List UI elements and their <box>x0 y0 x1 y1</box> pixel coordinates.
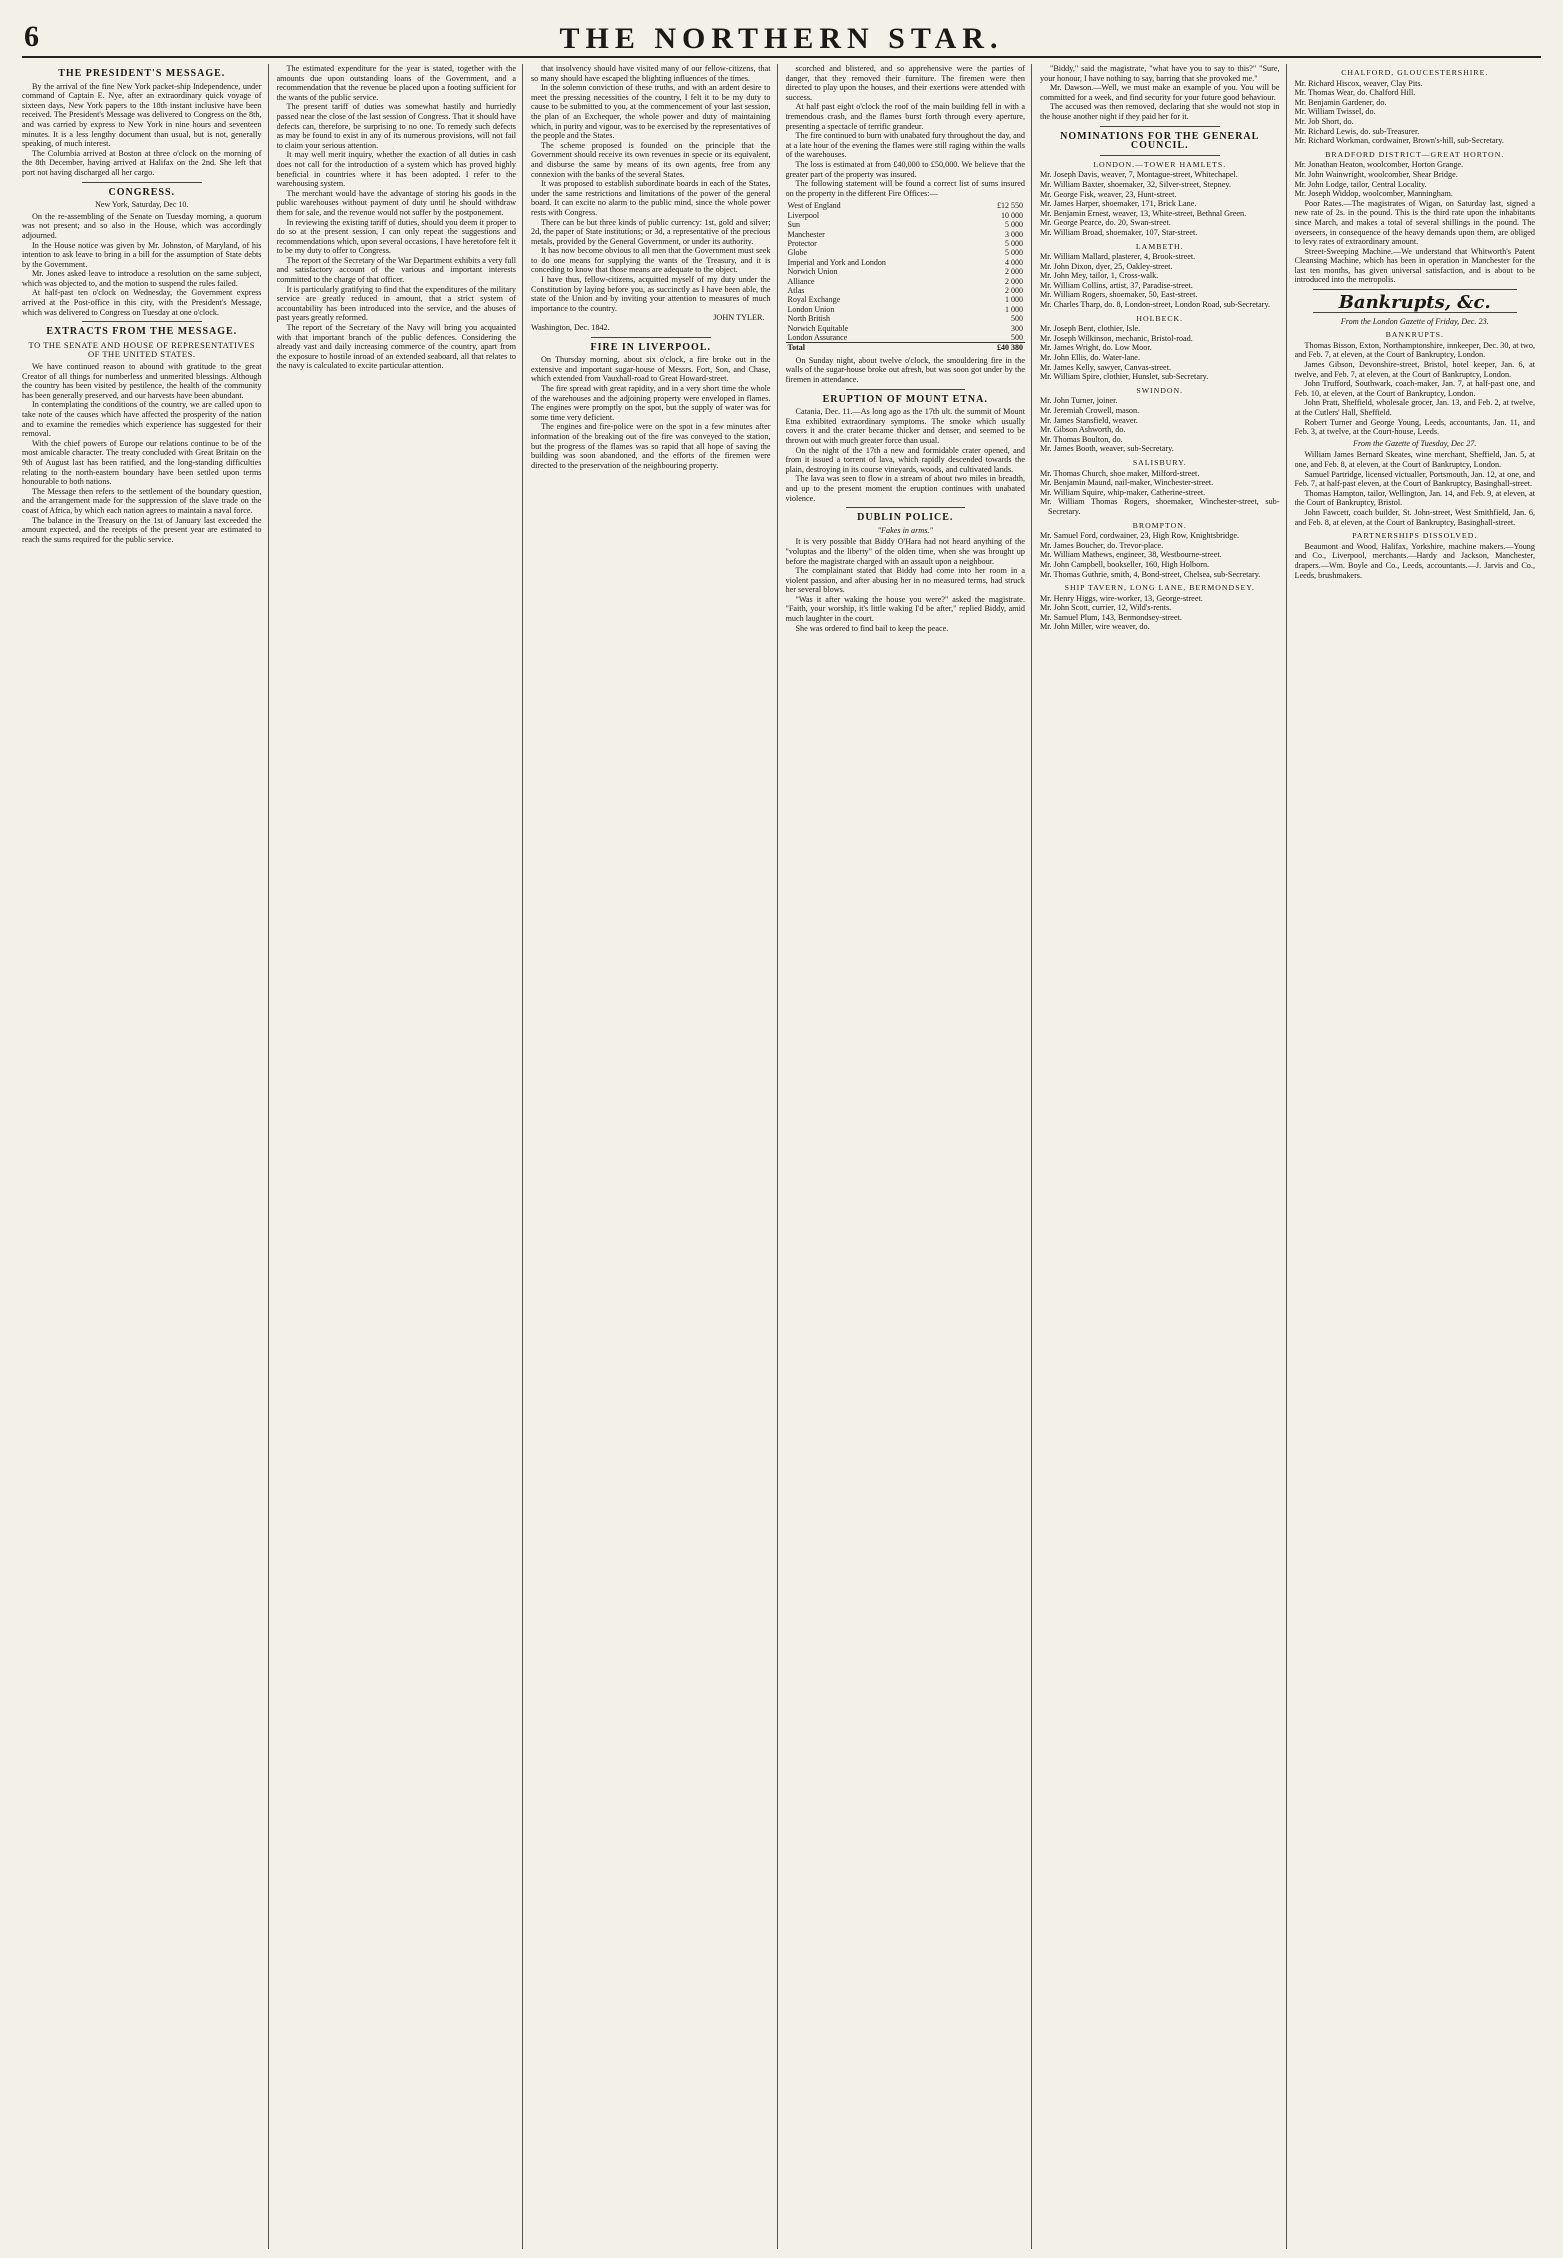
paragraph: In contemplating the conditions of the country, we are called upon to take note of the causes which have affected the prosperity of the nation and to examine the remedies which experience has suggested for their removal. <box>22 400 262 439</box>
insurance-row <box>786 267 1026 276</box>
paragraph: "Biddy," said the magistrate, "what have you to say to this?" "Sure, your honour, I have nothing to say, barring that she provoked me." <box>1040 64 1280 83</box>
columns <box>22 64 1541 2249</box>
paragraph: The merchant would have the advantage of storing his goods in the public warehouses without payment of duty until he should withdraw them for sale, and the revenue would not suffer by the postponement. <box>276 188 516 217</box>
divider <box>846 389 966 390</box>
nominee-entry: Mr. John Ellis, do. Water-lane. <box>1040 353 1140 363</box>
nominee-entry: Mr. John Lodge, tailor, Central Locality. <box>1294 179 1427 189</box>
divider <box>82 321 202 322</box>
paragraph: Mr. Dawson.—Well, we must make an example of you. You will be committed for a week, and find security for your future good behaviour. <box>1040 83 1280 102</box>
insurance-office-amount: 10 000 <box>1001 210 1023 220</box>
nominee-entry: Mr. Joseph Davis, weaver, 7, Montague-street, Whitechapel. <box>1040 170 1238 180</box>
partnerships-heading: PARTNERSHIPS DISSOLVED. <box>1352 531 1478 541</box>
insurance-office-name: Sun <box>787 220 800 230</box>
insurance-office-amount: 300 <box>1011 323 1023 333</box>
nominee-entry: Mr. Joseph Bent, clothier, Isle. <box>1040 324 1141 334</box>
paragraph: On Sunday night, about twelve o'clock, the smouldering fire in the walls of the sugar-house broke out afresh, but was soon got under by the firemen in attendance. <box>785 355 1025 384</box>
insurance-table <box>786 201 1026 353</box>
district-name: CHALFORD, GLOUCESTERSHIRE. <box>1341 68 1489 77</box>
insurance-office-amount: 3 000 <box>1005 229 1023 239</box>
paragraph: She was ordered to find bail to keep the peace. <box>795 623 949 633</box>
insurance-office-amount: £12 550 <box>997 201 1023 211</box>
insurance-row <box>786 305 1026 314</box>
bankrupt-entry: Samuel Partridge, licensed victualler, Portsmouth, Jan. 12, at one, and Feb. 7, at half-past eleven, at the Court of Bankruptcy, Basinghall-street. <box>1294 469 1535 489</box>
congress-dateline: New York, Saturday, Dec 10. <box>95 200 189 210</box>
divider <box>1313 289 1518 290</box>
insurance-office-name: Protector <box>787 238 817 248</box>
nominee-entry: Mr. Richard Hiscox, weaver, Clay Pits. <box>1294 78 1423 88</box>
insurance-office-name: Imperial and York and London <box>787 257 886 267</box>
signature-place: Washington, Dec. 1842. <box>531 323 610 333</box>
nominee-entry: Mr. John Campbell, bookseller, 160, High Holborn. <box>1040 559 1210 569</box>
presidents-message-heading: THE PRESIDENT'S MESSAGE. <box>58 68 226 79</box>
insurance-office-amount: 1 000 <box>1005 295 1023 305</box>
paragraph: It has now become obvious to all men that the Government must seek to do one means for supplying the wants of the Treasury, and it is conceding to know that those means are adequate to the object. <box>531 246 771 275</box>
district-name: SALISBURY. <box>1132 457 1187 467</box>
street-sweeping-paragraph: Street-Sweeping Machine.—We understand that Whitworth's Patent Cleansing Machine, which has been in operation in Manchester for the last ten months, has given universal satisfaction, and is about to be introduced into the metropolis. <box>1294 246 1535 285</box>
extracts-heading: EXTRACTS FROM THE MESSAGE. <box>46 326 238 338</box>
nominee-entry: Mr. Samuel Plum, 143, Bermondsey-street. <box>1040 612 1182 622</box>
column-3 <box>531 64 778 2249</box>
nominee-entry: Mr. Benjamin Ernest, weaver, 13, White-street, Bethnal Green. <box>1040 208 1247 218</box>
gazette-tuesday-heading: From the Gazette of Tuesday, Dec 27. <box>1353 438 1477 448</box>
insurance-total-value: £40 380 <box>971 343 1025 353</box>
insurance-office-amount: 5 000 <box>1005 220 1023 230</box>
nominee-entry: Mr. Jonathan Heaton, woolcomber, Horton Grange. <box>1294 160 1464 170</box>
gazette-friday-heading: From the London Gazette of Friday, Dec. 23. <box>1340 316 1489 326</box>
district-name: BRADFORD DISTRICT—GREAT HORTON. <box>1325 149 1505 159</box>
paragraph: The estimated expenditure for the year is stated, together with the amounts due upon outstanding loans of the Government, and a recommendation that the revenue be placed upon a footing sufficient for the wants of the public service. <box>276 64 516 102</box>
paragraph: The fire continued to burn with unabated fury throughout the day, and at a late hour of the evening the flames were still raging within the walls of the warehouses. <box>785 131 1025 160</box>
bankrupt-entry: Thomas Bisson, Exton, Northamptonshire, innkeeper, Dec. 30, at two, and Feb. 7, at eleven, at the Court of Bankruptcy, London. <box>1294 340 1535 360</box>
nominee-entry: Mr. Thomas Church, shoe maker, Milford-street. <box>1040 468 1200 478</box>
nominee-entry: Mr. William Spire, clothier, Hunslet, sub-Secretary. <box>1040 372 1209 382</box>
nominee-entry: Mr. Job Short, do. <box>1294 116 1354 126</box>
nominee-entry: Mr. George Fisk, weaver, 23, Hunt-street. <box>1040 189 1177 199</box>
insurance-intro: The following statement will be found a correct list of sums insured on the property in the different Fire Offices:— <box>785 179 1025 198</box>
insurance-total-label: Total <box>786 343 971 353</box>
divider <box>591 337 711 338</box>
insurance-office-name: Globe <box>787 248 808 258</box>
nominee-entry: Mr. John Dixon, dyer, 25, Oakley-street. <box>1040 261 1173 271</box>
district-name: HOLBECK. <box>1136 313 1184 323</box>
divider <box>82 182 202 183</box>
nominee-entry: Mr. William Baxter, shoemaker, 32, Silver-street, Stepney. <box>1040 179 1231 189</box>
insurance-office-name: North British <box>787 314 830 324</box>
insurance-office-amount: 1 000 <box>1005 304 1023 314</box>
bankrupt-entry: John Trufford, Southwark, coach-maker, Jan. 7, at half-past one, and Feb. 10, at eleven, at the Court of Bankruptcy, London. <box>1294 379 1535 398</box>
nominee-entry: Mr. John Mey, tailor, 1, Cross-walk. <box>1040 271 1159 281</box>
nominations-heading: NOMINATIONS FOR THE GENERAL COUNCIL. <box>1060 130 1260 152</box>
nominee-entry: Mr. William Collins, artist, 37, Paradise-street. <box>1040 280 1193 290</box>
congress-heading: CONGRESS. <box>108 186 175 198</box>
paragraph: The complainant stated that Biddy had come into her room in a violent passion, and after abusing her in no measured terms, had struck her several blows. <box>785 566 1025 595</box>
nominee-entry: Mr. George Pearce, do. 20, Swan-street. <box>1040 218 1171 228</box>
insurance-office-name: Norwich Equitable <box>787 323 849 333</box>
column-2 <box>277 64 524 2249</box>
nomination-districts <box>1040 160 1280 632</box>
insurance-row <box>786 286 1026 295</box>
insurance-office-name: Alliance <box>787 276 815 286</box>
paragraph: Mr. Jones asked leave to introduce a resolution on the same subject, which was objected to, and the motion to suspend the rules failed. <box>22 269 262 288</box>
insurance-row <box>786 258 1026 267</box>
nominee-entry: Mr. Benjamin Maund, nail-maker, Winchester-street. <box>1040 478 1214 488</box>
insurance-row <box>786 211 1026 220</box>
paragraph: By the arrival of the fine New York packet-ship Independence, under command of Captain E. Nye, after an extraordinary quick voyage of sixteen days, New York papers to the 18th instant inclusive have been received. The President's Message was delivered to Congress on the 8th, and was carried by express to New York in nine hours and seventeen minutes. It is a less lengthy document than usual, but is not, generally speaking, of much interest. <box>22 81 262 149</box>
insurance-row <box>786 295 1026 304</box>
insurance-office-name: Royal Exchange <box>787 295 841 305</box>
paragraph: The scheme proposed is founded on the principle that the Government should receive its own revenues in specie or its equivalent, and disburse the same by means of its own agents, free from any connexion with the banks of the several States. <box>531 140 771 179</box>
bankrupt-entry: Robert Turner and George Young, Leeds, accountants, Jan. 11, and Feb. 3, at twelve, at the Court-house, Leeds. <box>1294 417 1535 437</box>
nominee-entry: Mr. Thomas Guthrie, smith, 4, Bond-street, Chelsea, sub-Secretary. <box>1040 569 1261 579</box>
insurance-row <box>786 201 1026 210</box>
paragraph: The present tariff of duties was somewhat hastily and hurriedly passed near the close of the last session of Congress. That it should have defects can, therefore, be surprising to no one. To remedy such defects as may be found to exist in any of its numerous provisions, will not fail to claim your serious attention. <box>276 102 516 150</box>
nominee-entry: Mr. Samuel Ford, cordwainer, 23, High Row, Knightsbridge. <box>1040 531 1240 541</box>
insurance-office-amount: 5 000 <box>1005 238 1023 248</box>
insurance-row <box>786 324 1026 333</box>
insurance-office-amount: 4 000 <box>1005 257 1023 267</box>
column-5 <box>1040 64 1287 2249</box>
dublin-subheading: "Fakes in arms." <box>877 525 933 535</box>
column-6 <box>1295 64 1542 2249</box>
insurance-office-name: West of England <box>787 201 841 211</box>
nominee-entry: Mr. William Rogers, shoemaker, 50, East-street. <box>1040 290 1198 300</box>
insurance-office-name: Atlas <box>787 285 805 295</box>
nominee-entry: Mr. James Stansfield, weaver. <box>1040 415 1138 425</box>
district-name: LAMBETH. <box>1135 241 1184 251</box>
insurance-office-amount: 5 000 <box>1005 248 1023 258</box>
paragraph: scorched and blistered, and so apprehensive were the parties of danger, that they removed their furniture. The firemen were then directed to play upon the houses, and their exertions were attended with success. <box>785 64 1025 102</box>
nominee-entry: Mr. Thomas Boulton, do. <box>1040 434 1123 444</box>
bankrupts-title: Bankrupts, &c. <box>1338 292 1491 314</box>
bankrupt-entry: John Pratt, Sheffield, wholesale grocer, Jan. 13, and Feb. 2, at twelve, at the Cutlers' Hall, Sheffield. <box>1294 398 1535 417</box>
bankrupt-entry: Thomas Hampton, tailor, Wellington, Jan. 14, and Feb. 9, at eleven, at the Court of Bankruptcy, Bristol. <box>1294 488 1535 508</box>
paragraph: On Thursday morning, about six o'clock, a fire broke out in the extensive and important sugar-house of Messrs. Fort, Son, and Chase, which extended from Vauxhall-road to Great Howard-street. <box>531 355 771 384</box>
insurance-total-row <box>786 343 1026 353</box>
poor-rates-paragraph: Poor Rates.—The magistrates of Wigan, on Saturday last, signed a new rate of 2s. in the pound. This is the third rate upon the inhabitants since March, and makes a total of several shillings in the pound. The overseers, in consequence of the heavy demands upon them, are obliged to levy rates of extraordinary amount. <box>1294 198 1535 247</box>
nominee-entry: Mr. Joseph Widdop, woolcomber, Manningham. <box>1294 189 1453 199</box>
nominee-entry: Mr. John Wainwright, woolcomber, Shear Bridge. <box>1294 169 1458 179</box>
bankrupt-entry: James Gibson, Devonshire-street, Bristol, hotel keeper, Jan. 6, at twelve, and Feb. 7, at eleven, at the Court of Bankruptcy, London. <box>1294 360 1535 379</box>
insurance-office-name: London Union <box>787 304 835 314</box>
insurance-office-amount: 500 <box>1011 314 1023 324</box>
nominee-entry: Mr. Richard Lewis, do. sub-Treasurer. <box>1294 126 1420 136</box>
nominee-entry: Mr. Benjamin Gardener, do. <box>1294 97 1387 107</box>
nominee-entry: Mr. William Mallard, plasterer, 4, Brook-street. <box>1040 252 1196 262</box>
insurance-office-name: London Assurance <box>787 333 848 342</box>
district-name: BROMPTON. <box>1132 520 1187 530</box>
paragraph: The Message then refers to the settlement of the boundary question, and the arrangement made for the suppression of the slave trade on the coast of Africa, by which each nation agrees to maintain a naval force. <box>22 486 262 515</box>
paragraph: It was proposed to establish subordinate boards in each of the States, under the same restrictions and limitations of the power of the general board. It can excite no alarm to the public mind, since the whole power rests with Congress. <box>531 179 771 217</box>
insurance-row <box>786 230 1026 239</box>
paragraph: It is very possible that Biddy O'Hara had not heard anything of the "voluptas and the liberty" of the olden time, when she was brought up before the magistrate charged with an assault upon a neighbour. <box>785 537 1025 566</box>
nominee-entry: Mr. James Boucher, do. Trevor-place. <box>1040 540 1164 550</box>
nominee-entry: Mr. John Miller, wire weaver, do. <box>1040 622 1150 632</box>
insurance-row <box>786 314 1026 323</box>
nominee-entry: Mr. William Squire, whip-maker, Catherine-street. <box>1040 487 1206 497</box>
paragraph: In the House notice was given by Mr. Johnston, of Maryland, of his intention to ask leave to bring in a bill for the assumption of State debts by the Government. <box>22 240 262 269</box>
insurance-office-name: Manchester <box>787 229 825 239</box>
signature: JOHN TYLER. <box>713 313 765 323</box>
paragraph: On the re-assembling of the Senate on Tuesday morning, a quorum was not present; and so also in the House, which was accordingly adjourned. <box>22 211 262 240</box>
paragraph: The lava was seen to flow in a stream of about two miles in breadth, and up to the present moment the eruption continues with unabated violence. <box>785 474 1025 503</box>
column-1 <box>22 64 269 2249</box>
paragraph: On the night of the 17th a new and formidable crater opened, and from it issued a torrent of lava, which rapidly descended towards the plain, destroying in its course vineyards, woods, and cultivated lands. <box>785 445 1025 474</box>
paragraph: The fire spread with great rapidity, and in a very short time the whole of the warehouses and the adjoining property were enveloped in flames. The engines were promptly on the spot, but the supply of water was for some time very deficient. <box>531 384 771 422</box>
column-4 <box>786 64 1033 2249</box>
paragraph: We have continued reason to abound with gratitude to the great Creator of all things for numberless and unmerited blessings. Although the country has been visited by pestilence, the health of the community has been generally preserved, and our harvests have been abundant. <box>22 362 262 400</box>
nominee-entry: Mr. John Turner, joiner. <box>1040 396 1118 406</box>
nominee-entry: Mr. Richard Workman, cordwainer, Brown's-hill, sub-Secretary. <box>1294 136 1504 146</box>
insurance-row <box>786 248 1026 257</box>
insurance-office-amount: 500 <box>1011 333 1023 342</box>
paragraph: The balance in the Treasury on the 1st of January last exceeded the amount expected, and the receipts of the present year are estimated to reach the sums required for the public service. <box>22 515 262 544</box>
paragraph: At half past eight o'clock the roof of the main building fell in with a tremendous crash, and the flames burst forth through every aperture, presenting a spectacle of terrific grandeur. <box>785 102 1025 131</box>
insurance-office-name: Norwich Union <box>787 267 838 277</box>
paragraph: "Was it after waking the house you were?" asked the magistrate. "Faith, your worship, it's little waking I'd be after," replied Biddy, amid much laughter in the court. <box>785 594 1025 624</box>
insurance-row <box>786 333 1026 343</box>
bankrupt-entry: William James Bernard Skeates, wine merchant, Sheffield, Jan. 5, at one, and Feb. 8, at eleven, at the Court of Bankruptcy, London. <box>1294 450 1535 469</box>
insurance-office-amount: 2 000 <box>1005 267 1023 277</box>
paragraph: It may well merit inquiry, whether the exaction of all duties in cash does not call for the introduction of a system which has proved highly beneficial in countries where it has been adopted. I refer to the warehousing system. <box>276 150 516 189</box>
nominee-entry: Mr. James Booth, weaver, sub-Secretary. <box>1040 444 1174 454</box>
paragraph: With the chief powers of Europe our relations continue to be of the most amicable character. The treaty concluded with Great Britain on the 9th of August last has been ratified, and the long-standing difficulties relating to the north-eastern boundary have been settled upon terms honourable to both nations. <box>22 438 262 487</box>
nominee-entry: Mr. James Wright, do. Low Moor. <box>1040 343 1152 353</box>
district-name: SHIP TAVERN, LONG LANE, BERMONDSEY. <box>1064 583 1255 593</box>
fire-heading: FIRE IN LIVERPOOL. <box>590 341 711 353</box>
nominee-entry: Mr. William Broad, shoemaker, 107, Star-street. <box>1040 227 1198 237</box>
insurance-row <box>786 220 1026 229</box>
bankrupt-entry: John Fawcett, coach builder, St. John-street, West Smithfield, Jan. 6, and Feb. 8, at eleven, at the Court of Bankruptcy, Basinghall-street. <box>1294 507 1535 527</box>
paragraph: The loss is estimated at from £40,000 to £50,000. We believe that the greater part of the property was insured. <box>785 159 1025 179</box>
paragraph: The report of the Secretary of the War Department exhibits a very full and satisfactory account of the various and important interests committed to the charge of that officer. <box>276 255 516 285</box>
paragraph: The engines and fire-police were on the spot in a few minutes after information of the breaking out of the fire was conveyed to the station, but the progress of the flames was so rapid that all hope of saving the building was soon abandoned, and the efforts of the firemen were directed to the preservation of the neighbouring property. <box>531 422 771 470</box>
paragraph: The accused was then removed, declaring that she would not stop in the house another night if they paid her for it. <box>1040 102 1280 121</box>
divider <box>846 507 966 508</box>
paragraph: It is particularly gratifying to find that the expenditures of the military service are greatly reduced in amount, that a strict system of accountability has been introduced into the service, and the abuses of past years greatly reformed. <box>276 284 516 323</box>
divider <box>1100 155 1220 156</box>
paragraph: The report of the Secretary of the Navy will bring you acquainted with that important branch of the public defences. Considering the already vast and daily increasing commerce of the country, apart from the exposure to hostile inroad of an extended seaboard, all that relates to the navy is calculated to excite particular attention. <box>276 323 516 371</box>
paragraph: In the solemn conviction of these truths, and with an ardent desire to meet the pressing necessities of the country, I felt it to be my duty to cause to be submitted to you, at the commencement of your last session, the plan of an Exchequer, the whole power and duty of maintaining which, in purity and vigour, was to be exercised by the representatives of the people and the States. <box>531 83 771 141</box>
insurance-row <box>786 239 1026 248</box>
intro-paragraphs <box>22 82 262 178</box>
nominee-entry: Mr. Charles Tharp, do. 8, London-street, London Road, sub-Secretary. <box>1040 300 1271 310</box>
divider <box>1100 126 1220 127</box>
paragraph: At half-past ten o'clock on Wednesday, the Government express arrived at the Post-office in this city, with the President's Message, which was delivered to Congress on Tuesday at one o'clock. <box>22 288 262 317</box>
bankrupts-subheading: BANKRUPTS. <box>1385 330 1444 340</box>
nominee-entry: Mr. Thomas Wear, do. Chalford Hill. <box>1294 88 1416 98</box>
paragraph: In reviewing the existing tariff of duties, should you deem it proper to do so at the present session, I can only repeat the suggestions and recommendations which, upon several occasions, I have heretofore felt it to be my duty to offer to Congress. <box>276 217 516 256</box>
nominee-entry: Mr. William Mathews, engineer, 38, Westbourne-street. <box>1040 550 1222 560</box>
page-number: 6 <box>24 20 39 53</box>
insurance-office-amount: 2 000 <box>1005 285 1023 295</box>
insurance-office-amount: 2 000 <box>1005 276 1023 286</box>
etna-heading: ERUPTION OF MOUNT ETNA. <box>822 393 988 405</box>
paragraph: I have thus, fellow-citizens, acquitted myself of my duty under the Constitution by laying before you, as succinctly as I have been able, the state of the Union and by inviting your attention to measures of much importance to the country. <box>531 275 771 313</box>
insurance-row <box>786 277 1026 286</box>
nominee-entry: Mr. Jeremiah Crowell, mason. <box>1040 406 1140 415</box>
dublin-heading: DUBLIN POLICE. <box>857 512 954 524</box>
nominee-entry: Mr. James Harper, shoemaker, 171, Brick Lane. <box>1040 199 1197 209</box>
insurance-office-name: Liverpool <box>787 210 820 220</box>
paragraph: The Columbia arrived at Boston at three o'clock on the morning of the 8th December, having arrived at Halifax on the 2nd. She left that port not having discharged all her cargo. <box>22 148 262 177</box>
nominee-entry: Mr. Henry Higgs, wire-worker, 13, George-street. <box>1040 593 1203 603</box>
paragraph: Catania, Dec. 11.—As long ago as the 17th ult. the summit of Mount Etna exhibited extraordinary symptoms. The smoke which usually covers it and the crater became thicker and denser, and seemed to be thrown out with much greater force than usual. <box>785 407 1025 445</box>
nomination-districts <box>1295 68 1536 199</box>
paragraph: There can be but three kinds of public currency: 1st, gold and silver; 2d, the paper of State institutions; or 3d, a representative of the precious metals, provided by the General Government, or under its authority. <box>531 217 771 246</box>
masthead <box>22 14 1541 58</box>
nominee-entry: Mr. Joseph Wilkinson, mechanic, Bristol-road. <box>1040 333 1193 343</box>
newspaper-title: THE NORTHERN STAR. <box>559 22 1004 55</box>
nominee-entry: Mr. William Thomas Rogers, shoemaker, Winchester-street, sub-Secretary. <box>1040 497 1280 516</box>
nominee-entry: Mr. William Twissel, do. <box>1294 107 1376 117</box>
nominee-entry: Mr. James Kelly, sawyer, Canvas-street. <box>1040 362 1172 372</box>
extracts-subheading: TO THE SENATE AND HOUSE OF REPRESENTATIVES OF THE UNITED STATES. <box>28 339 255 360</box>
nominee-entry: Mr. Gibson Ashworth, do. <box>1040 425 1126 435</box>
nominee-entry: Mr. John Scott, currier, 12, Wild's-rents. <box>1040 603 1172 613</box>
partnerships-paragraph: Beaumont and Wood, Halifax, Yorkshire, machine makers.—Young and Co., Liverpool, merchants.—Hardy and Jackson, Manchester, drapers.—Wm. Boyle and Co., Leeds, accountants.—J. Jarvis and Co., Leeds, brushmakers. <box>1294 541 1535 580</box>
district-name: SWINDON. <box>1136 385 1184 395</box>
paragraph: that insolvency should have visited many of our fellow-citizens, that so many should have escaped the blighting influences of the times. <box>531 64 771 83</box>
district-name: LONDON.—TOWER HAMLETS. <box>1093 159 1227 169</box>
